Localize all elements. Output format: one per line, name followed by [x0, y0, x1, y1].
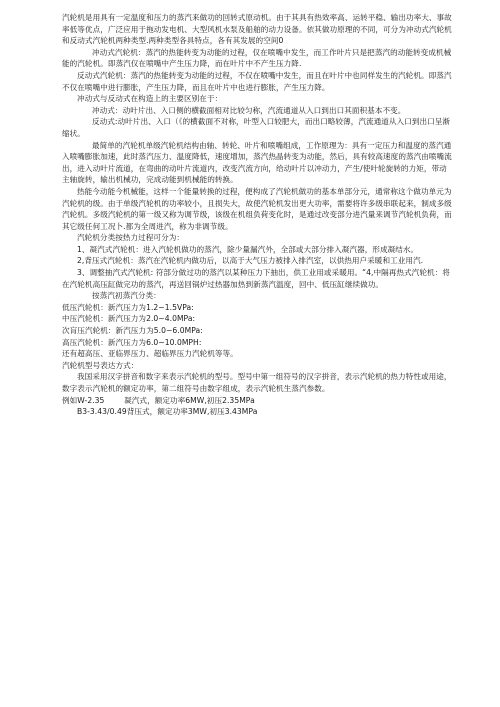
sub-high-pressure-turbine-line: 次肓压汽轮机：新汽压力为5.0~6.0MPa: — [62, 326, 203, 336]
intro-paragraph: 汽轮机是用具有一定温度和压力的蒸汽来做功的回转式原动机。由于其具有热效率高、运转平稳、输出功率大、事故率低等优点，广泛应用于拖动发电机、大型风机水泵及船舶的动力设备。依其做功原理的不同，可分为冲动式汽轮机和反动式汽轮机两种类型.两种类型各具特点，各有其发展的空间0 — [62, 13, 452, 46]
document-body — [62, 12, 452, 418]
other-pressure-classes-line: 还有超高压、亚临界压力、超临界压力汽轮机等等。 — [62, 349, 238, 359]
back-pressure-turbine-item: 2,背压式汽轮机：蒸汽在汽轮机内做功后，以高于大气压力被排入排汽室，以供热用户采暖和工业用汽. — [77, 256, 424, 266]
structural-difference-heading: 冲动式与反动式在构造上的主要区别在于： — [77, 94, 223, 104]
classification-pressure-heading: 按蒸汽初蒸汽分类： — [92, 291, 161, 301]
impulse-turbine-definition: 冲动式汽轮机：蒸汽的热能转变为动能的过程，仅在喷嘴中发生，而工作叶片只是把蒸汽的动能转变成机械能的汽轮机。即蒸汽仅在喷嘴中产生压力降，而在叶片中不产生压力降. — [62, 47, 452, 69]
working-principle-paragraph: 最简单的汽轮机单级汽轮机结构由轴、转轮、叶片和喷嘴组成，工作原理为：具有一定压力和温度的蒸汽通入喷嘴膨胀加速，此时蒸汽压力、温度降低，速度增加，蒸汽热晶转变为动能，然后，具有较高速度的蒸汽由喷嘴流出，进入动叶片流道，在弯曲的动叶片流道内，改变汽流方向，给动叶片以冲动力，产生/使叶轮旋转的力矩，带动主轴旋转，输出机械功，完成动能到机械能的转换。 — [62, 140, 452, 185]
low-pressure-turbine-line: 低压汽轮机：新汽压力为1.2~1.5VPa: — [62, 302, 194, 312]
reaction-turbine-definition: 反动式汽轮机：蒸汽的热能转变为动能的过程，不仅在喷嘴中发生，而且在叶片中也同样发生的汽轮机。即蒸汽不仅在喷嘴中进行膨胀，产生压力降，而且在叶片中也进行膨胀，产生压力降。 — [62, 70, 452, 92]
stage-concept-paragraph: 热能今动能今机械能，这样一个能量转换的过程，便构成了汽轮机做功的基本单部分元，通常称这个做功单元为汽轮机的级。由于单级汽轮机的功率较小，且损失大，故使汽轮机发出更大功率，需要将许多级串联起来，制成多级汽轮机。多级汽轮机的第一级又称为调节级，该级在机组负荷变化时，是通过改变部分进汽量来调节汽轮机负荷，而其它级任何工况卜.都为全周进汽，称为非调节级。 — [62, 186, 452, 231]
condensing-turbine-item: 1、凝汽式汽轮机：进入汽轮机做功的蒸汽，除少量漏汽外，全部或大部分排入凝汽器，形成凝结水。 — [77, 244, 419, 254]
high-pressure-turbine-line: 高压汽轮机：新汽压力为6.0~10.0MPH: — [62, 337, 202, 347]
extraction-reheat-turbine-items: 3、调整抽汽式汽轮机: 符部分做过功的蒸汽以某种压力下抽出，供工业用或采暖用。“4,中隔再热式汽轮机：将在汽轮机高压缸做完功的蒸汽，再送回锅炉过热器加热到新蒸汽温度，回中、低压缸继续做功。 — [62, 268, 450, 289]
model-example-condensing: 例如W-2.35 凝汽式，额定功率6MW,初压2.35MPa — [62, 395, 255, 405]
classification-thermal-heading: 汽轮机分类按热力过程可分为： — [77, 233, 185, 243]
model-notation-heading: 汽轮机型号表达方式： — [62, 360, 139, 370]
reaction-structure-description: 反动式:动叶片出、入口（《的横截面不对称，叶型入口较肥大，而出口略较薄，汽流通道从入口到出口呈渐缩状。 — [62, 117, 451, 138]
impulse-structure-description: 冲动式：动叶片出、入口侧的横截面相对比较匀称，汽流通道从入口到出口其面积基本不变。 — [92, 105, 406, 115]
medium-pressure-turbine-line: 中压汽轮机：新汽压力为2.0~4.0MPa: — [62, 314, 196, 324]
model-notation-paragraph: 我国采用汉字拼音和数字来表示汽轮机的型号。型号中第一组符号的汉字拼音，表示汽轮机的热力特性或用途，数字表示汽轮机的额定功率，第二组符号由数字组成，表示汽轮机生蒸汽参数。 — [62, 372, 452, 393]
model-example-back-pressure: B3-3.43/0.49背压式，额定功率3MW,初压3.43MPa — [77, 407, 258, 417]
